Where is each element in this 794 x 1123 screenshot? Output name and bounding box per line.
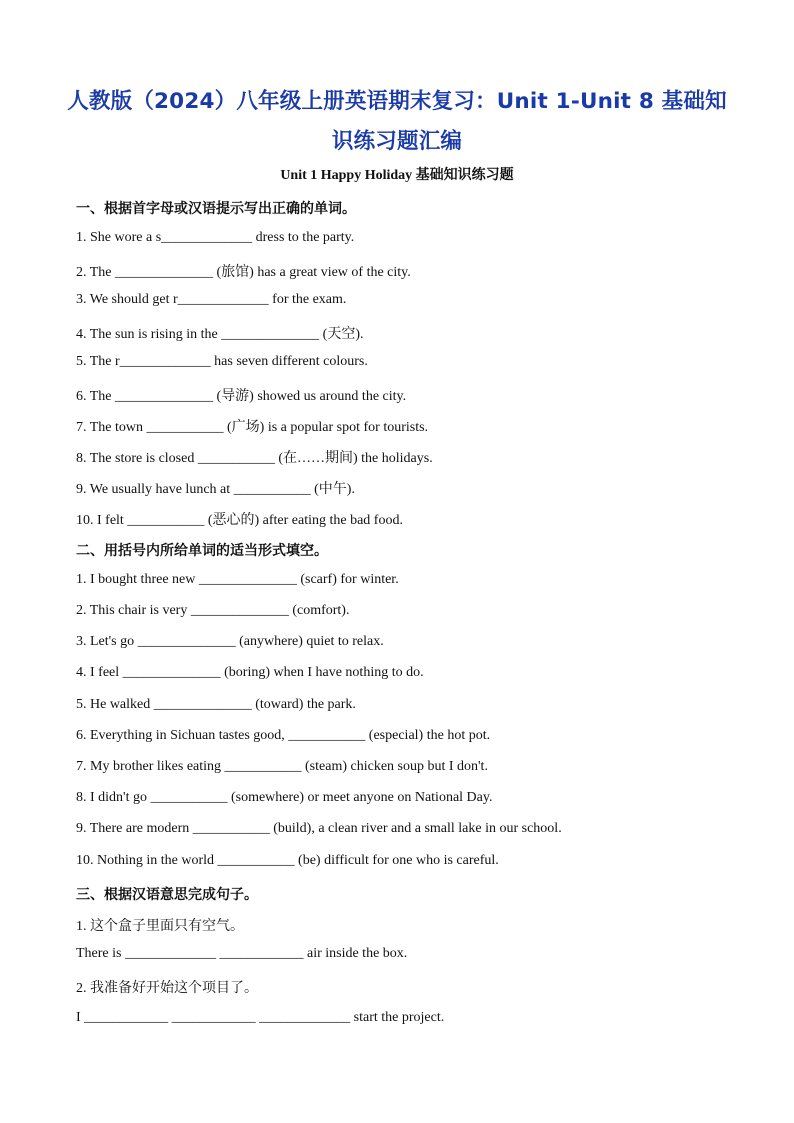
exercise-item: 4. The sun is rising in the ______________ (天空). bbox=[76, 327, 364, 342]
exercise-item: 5. He walked ______________ (toward) the park. bbox=[76, 697, 356, 712]
exercise-item: 8. I didn't go ___________ (somewhere) or meet anyone on National Day. bbox=[76, 790, 493, 805]
exercise-item: 7. The town ___________ (广场) is a popular spot for tourists. bbox=[76, 420, 429, 435]
exercise-item: 3. Let's go ______________ (anywhere) quiet to relax. bbox=[76, 634, 384, 649]
exercise-item: 2. The ______________ (旅馆) has a great view of the city. bbox=[76, 265, 411, 280]
exercise-item: 6. The ______________ (导游) showed us around the city. bbox=[76, 389, 407, 404]
exercise-item: 2. This chair is very ______________ (comfort). bbox=[76, 603, 350, 618]
exercise-item: 5. The r_____________ has seven different colours. bbox=[76, 354, 368, 369]
section-heading-2: 二、用括号内所给单词的适当形式填空。 bbox=[76, 543, 328, 559]
exercise-item: 2. 我准备好开始这个项目了。 bbox=[76, 981, 258, 996]
exercise-item: 1. 这个盒子里面只有空气。 bbox=[76, 919, 244, 934]
exercise-item: 9. There are modern ___________ (build), a clean river and a small lake in our school. bbox=[76, 821, 562, 836]
exercise-item: I ____________ ____________ _____________ start the project. bbox=[76, 1010, 445, 1025]
page-title: 人教版（2024）八年级上册英语期末复习：Unit 1-Unit 8 基础知识练习题汇编 bbox=[67, 89, 727, 154]
section-heading-1: 一、根据首字母或汉语提示写出正确的单词。 bbox=[76, 201, 356, 217]
exercise-item: 10. I felt ___________ (恶心的) after eating the bad food. bbox=[76, 513, 403, 528]
exercise-item: 1. She wore a s_____________ dress to the party. bbox=[76, 230, 355, 245]
exercise-item: 1. I bought three new ______________ (scarf) for winter. bbox=[76, 572, 399, 587]
exercise-item: There is _____________ ____________ air inside the box. bbox=[76, 946, 408, 961]
section-heading-3: 三、根据汉语意思完成句子。 bbox=[76, 887, 258, 903]
exercise-item: 10. Nothing in the world ___________ (be) difficult for one who is careful. bbox=[76, 853, 499, 868]
exercise-item: 9. We usually have lunch at ___________ (中午). bbox=[76, 482, 355, 497]
unit-subtitle: Unit 1 Happy Holiday 基础知识练习题 bbox=[280, 168, 514, 183]
exercise-item: 6. Everything in Sichuan tastes good, ___________ (especial) the hot pot. bbox=[76, 728, 491, 743]
exercise-item: 3. We should get r_____________ for the exam. bbox=[76, 292, 347, 307]
exercise-item: 4. I feel ______________ (boring) when I have nothing to do. bbox=[76, 665, 424, 680]
exercise-item: 8. The store is closed ___________ (在……期间) the holidays. bbox=[76, 451, 433, 466]
exercise-item: 7. My brother likes eating ___________ (steam) chicken soup but I don't. bbox=[76, 759, 488, 774]
